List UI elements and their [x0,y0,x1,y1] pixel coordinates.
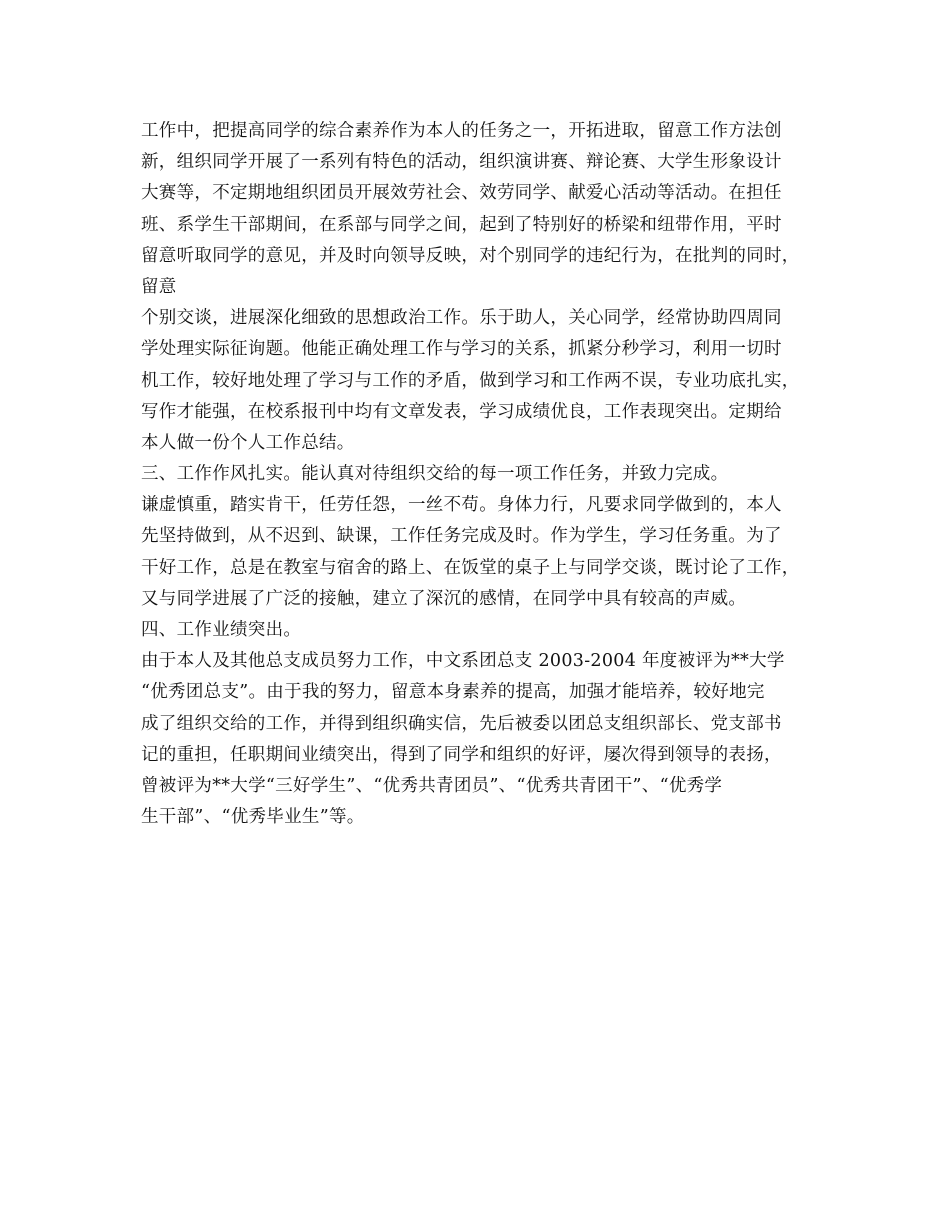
text-line: 机工作，较好地处理了学习与工作的矛盾，做到学习和工作两不误，专业功底扎实， [141,370,800,391]
text-line: 曾被评为**大学“三好学生”、“优秀共青团员”、“优秀共青团干”、“优秀学 [141,775,723,796]
text-line: 留意听取同学的意见，并及时向领导反映，对个别同学的违纪行为，在批判的同时， [141,245,800,266]
text-line: 留意 [141,276,177,297]
text-line: 记的重担，任职期间业绩突出，得到了同学和组织的好评，屡次得到领导的表扬， [141,744,782,765]
text-line: 大赛等，不定期地组织团员开展效劳社会、效劳同学、献爱心活动等活动。在担任 [141,183,782,204]
text-line: 工作中，把提高同学的综合素养作为本人的任务之一，开拓进取，留意工作方法创 [141,121,782,141]
text-line: “优秀团总支”。由于我的努力，留意本身素养的提高，加强才能培养，较好地完 [141,682,765,703]
text-line: 又与同学进展了广泛的接触，建立了深沉的感情，在同学中具有较高的声威。 [141,588,747,609]
text-line: 本人做一份个人工作总结。 [141,432,355,453]
text-line: 新，组织同学开展了一系列有特色的活动，组织演讲赛、辩论赛、大学生形象设计 [141,152,782,173]
text-line: 成了组织交给的工作，并得到组织确实信，先后被委以团总支组织部长、党支部书 [141,713,782,734]
text-line: 生干部”、“优秀毕业生”等。 [141,807,365,828]
text-line: 个别交谈，进展深化细致的思想政治工作。乐于助人，关心同学，经常协助四周同 [141,308,782,329]
section-heading-3: 三、工作作风扎实。能认真对待组织交给的每一项工作任务，并致力完成。 [141,464,729,485]
text-line: 学处理实际征询题。他能正确处理工作与学习的关系，抓紧分秒学习，利用一切时 [141,339,782,360]
text-line: 干好工作，总是在教室与宿舍的路上、在饭堂的桌子上与同学交谈，既讨论了工作， [141,557,800,578]
text-line: 写作才能强，在校系报刊中均有文章发表，学习成绩优良，工作表现突出。定期给 [141,401,782,422]
text-line: 先坚持做到，从不迟到、缺课，工作任务完成及时。作为学生，学习任务重。为了 [141,526,782,547]
text-line: 班、系学生干部期间，在系部与同学之间，起到了特别好的桥梁和纽带作用，平时 [141,214,782,235]
text-line: 由于本人及其他总支成员努力工作，中文系团总支 2003-2004 年度被评为**大学 [141,651,785,672]
text-line: 谦虚慎重，踏实肯干，任劳任怨，一丝不苟。身体力行，凡要求同学做到的，本人 [141,495,782,516]
document-body [141,116,831,833]
section-heading-4: 四、工作业绩突出。 [141,620,302,640]
